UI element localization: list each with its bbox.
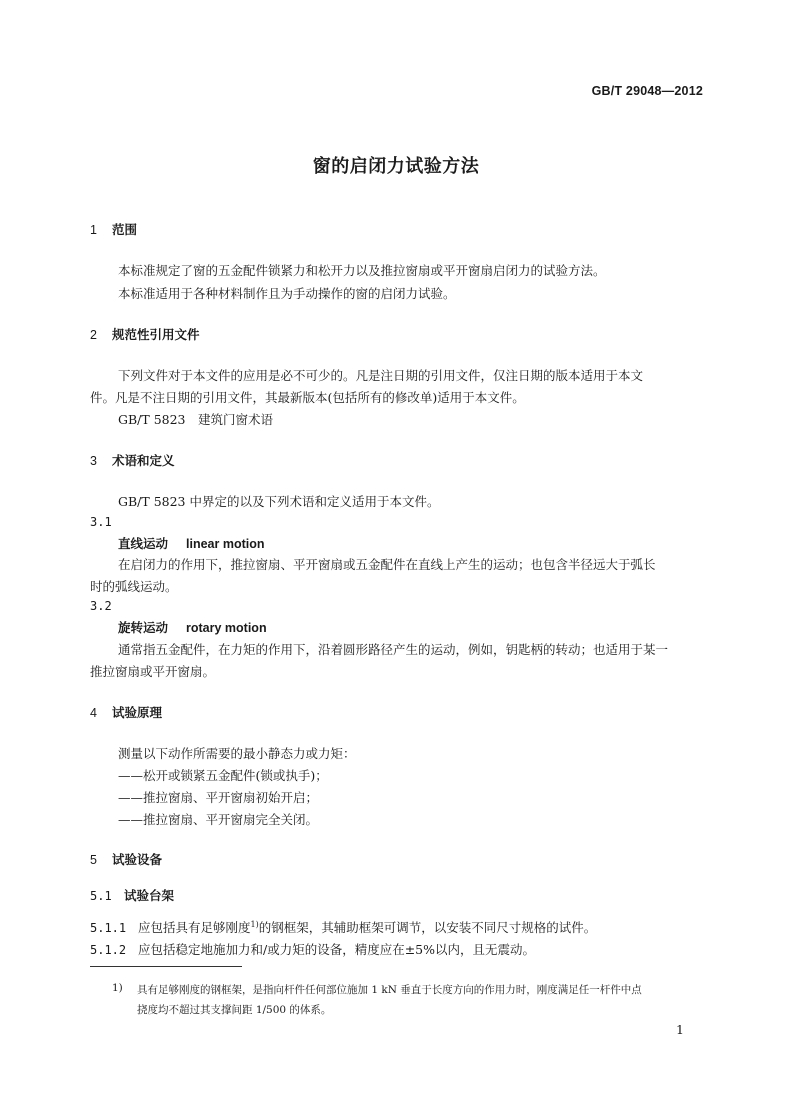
document-title: 窗的启闭力试验方法: [312, 156, 480, 177]
paragraph: GB/T 5823 中界定的以及下列术语和定义适用于本文件。: [118, 494, 440, 509]
section-number: 1: [90, 223, 97, 237]
clause-number: 5.1.1: [90, 921, 127, 935]
paragraph: 件。凡是不注日期的引用文件，其最新版本(包括所有的修改单)适用于本文件。: [90, 390, 525, 405]
section-title: 范围: [112, 222, 138, 237]
clause-number: 5.1.2: [90, 943, 127, 957]
footnote-text: 具有足够刚度的钢框架，是指向杆件任何部位施加 1 kN 垂直于长度方向的作用力时，刚度满足任一杆件中点: [137, 984, 642, 996]
paragraph: 下列文件对于本文件的应用是必不可少的。凡是注日期的引用文件，仅注日期的版本适用于本文: [118, 368, 644, 383]
subclause-number: 3.2: [90, 599, 112, 613]
term-zh: 直线运动: [118, 536, 169, 551]
section-5-heading: [90, 850, 162, 868]
definition: 在启闭力的作用下，推拉窗扇、平开窗扇或五金配件在直线上产生的运动；也包含半径远大于弧长: [118, 557, 656, 572]
term-zh: 旋转运动: [118, 620, 169, 635]
subclause-number: 3.1: [90, 515, 112, 529]
subsection-5-1-heading: [90, 886, 174, 904]
section-title: 试验原理: [112, 705, 163, 720]
paragraph: 测量以下动作所需要的最小静态力或力矩：: [118, 746, 356, 761]
section-number: 4: [90, 706, 97, 720]
term-en: linear motion: [186, 537, 265, 551]
section-number: 5.1: [90, 889, 112, 903]
clause-text-pre: 应包括具有足够刚度: [138, 920, 251, 935]
term-entry: [118, 618, 267, 636]
footnote-reference[interactable]: 1): [250, 919, 259, 929]
section-title: 规范性引用文件: [112, 327, 200, 342]
clause-5-1-2: [90, 940, 535, 958]
clause-text: 应包括稳定地施加力和/或力矩的设备，精度应在±5%以内，且无震动。: [138, 942, 536, 957]
section-1-heading: [90, 220, 137, 238]
definition: 时的弧线运动。: [90, 579, 178, 594]
section-title: 术语和定义: [112, 453, 175, 468]
section-number: 5: [90, 853, 97, 867]
section-4-heading: [90, 703, 162, 721]
section-number: 3: [90, 454, 97, 468]
section-number: 2: [90, 328, 97, 342]
definition: 通常指五金配件，在力矩的作用下，沿着圆形路径产生的运动，例如，钥匙柄的转动；也适用于某一: [118, 642, 669, 657]
standard-number: GB/T 29048—2012: [591, 84, 703, 98]
section-2-heading: [90, 325, 200, 343]
list-item: ——松开或锁紧五金配件(锁或执手)；: [118, 768, 328, 783]
normative-reference: GB/T 5823 建筑门窗术语: [118, 412, 274, 427]
footnote-text: 挠度均不超过其支撑间距 1/500 的体系。: [137, 1004, 332, 1016]
page-number: 1: [676, 1022, 684, 1037]
section-title: 试验设备: [112, 852, 163, 867]
list-item: ——推拉窗扇、平开窗扇完全关闭。: [118, 812, 319, 827]
section-title: 试验台架: [124, 888, 175, 903]
clause-5-1-1: [90, 918, 596, 936]
paragraph: 本标准适用于各种材料制作且为手动操作的窗的启闭力试验。: [118, 286, 456, 301]
footnote-mark: 1): [112, 982, 123, 994]
term-en: rotary motion: [186, 621, 267, 635]
section-3-heading: [90, 451, 175, 469]
footnote-divider: [90, 966, 242, 967]
definition: 推拉窗扇或平开窗扇。: [90, 664, 216, 679]
clause-text-post: 的钢框架，其辅助框架可调节，以安装不同尺寸规格的试件。: [258, 920, 597, 935]
term-entry: [118, 534, 265, 552]
paragraph: 本标准规定了窗的五金配件锁紧力和松开力以及推拉窗扇或平开窗扇启闭力的试验方法。: [118, 263, 606, 278]
list-item: ——推拉窗扇、平开窗扇初始开启；: [118, 790, 319, 805]
